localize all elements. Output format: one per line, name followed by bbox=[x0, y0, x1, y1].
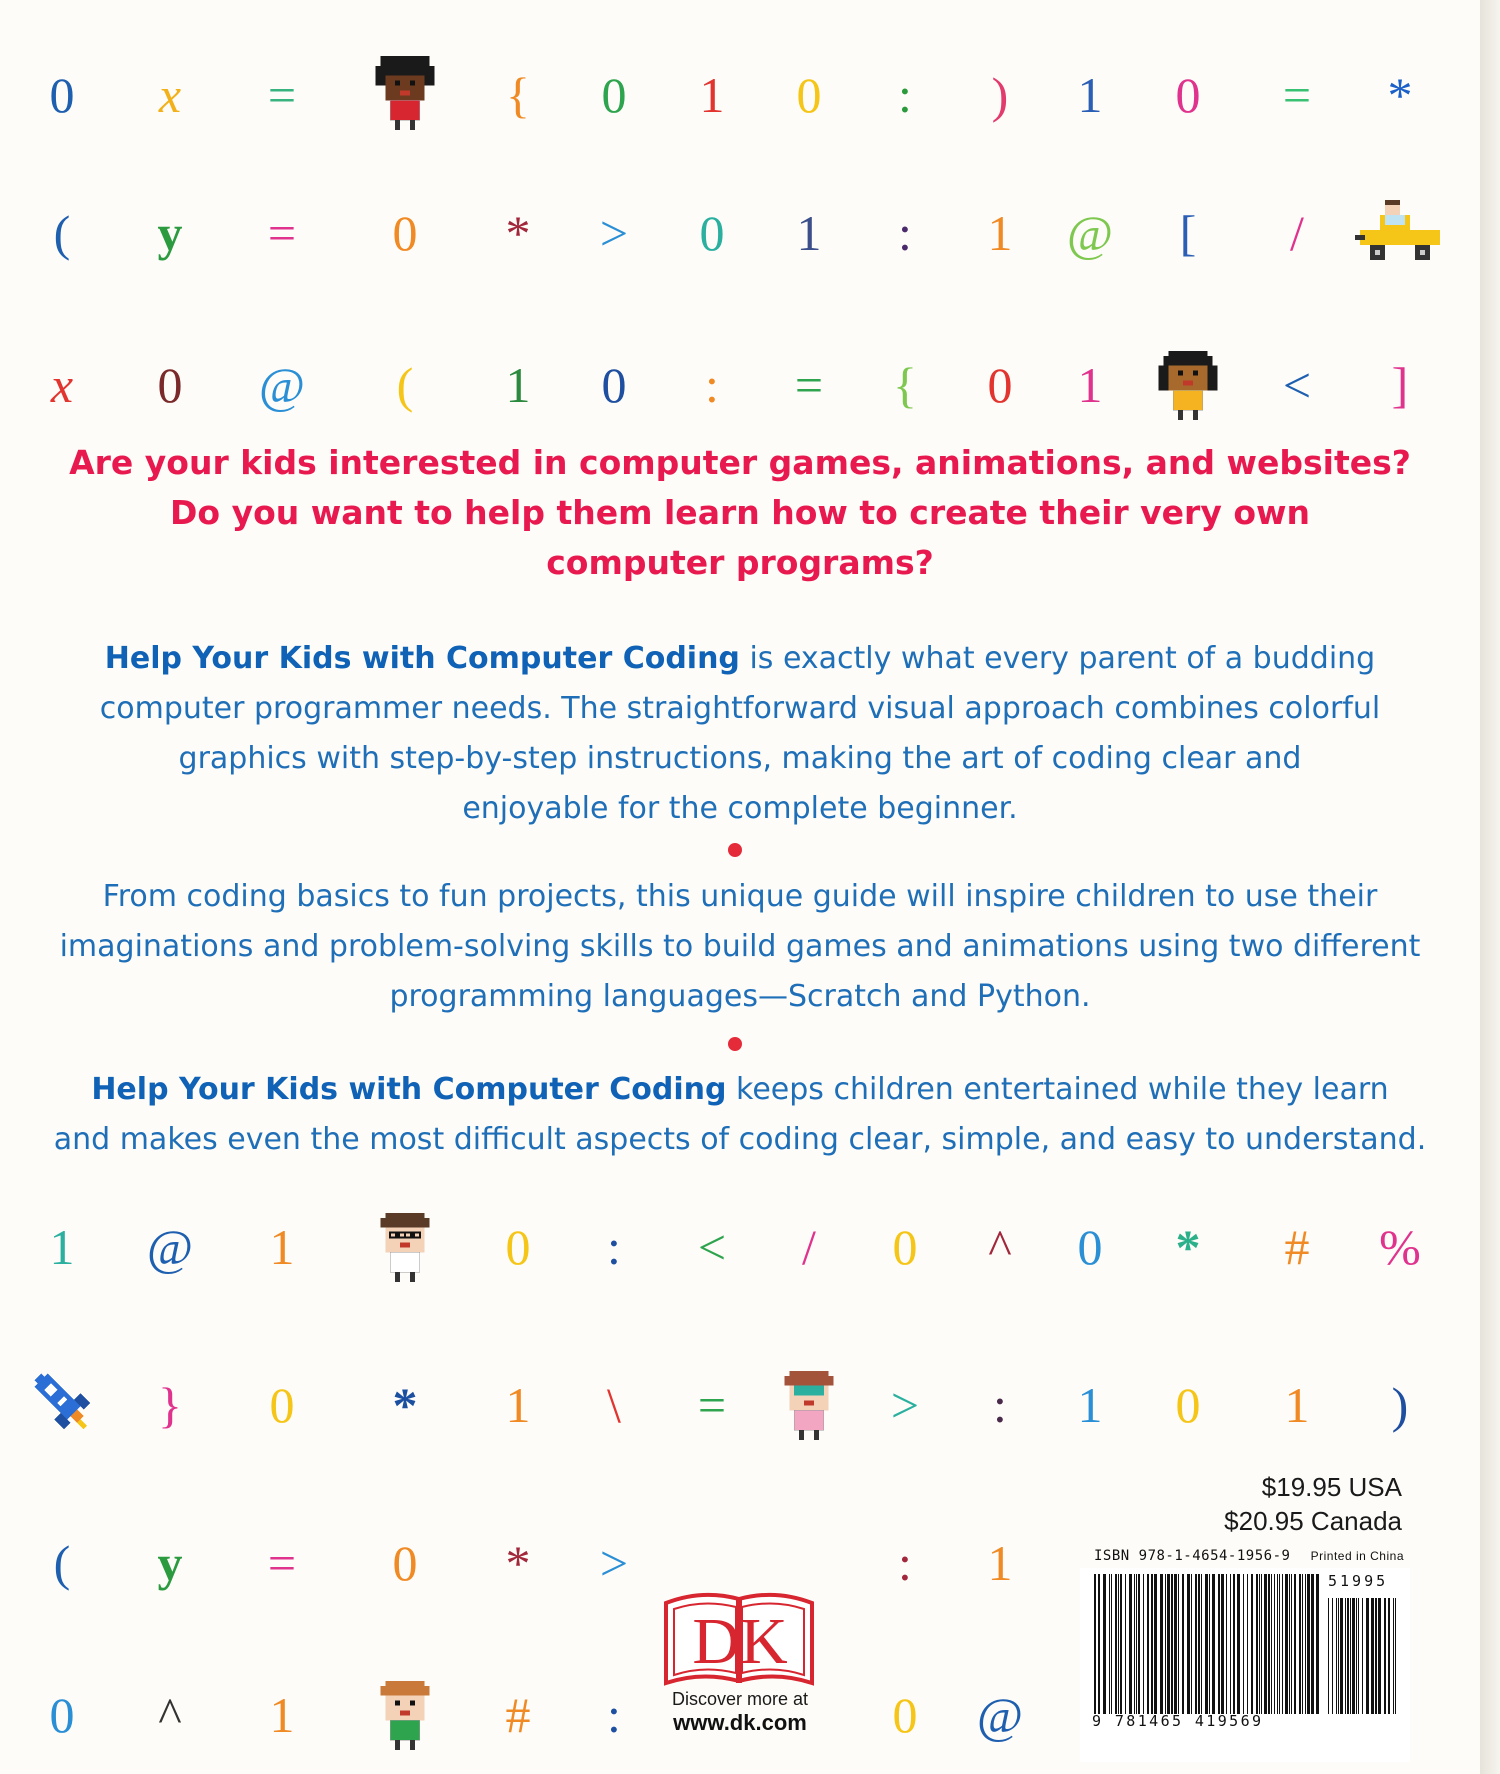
code-symbol: * bbox=[392, 1377, 418, 1433]
symbol-row bbox=[0, 60, 1480, 130]
barcode-bar bbox=[1094, 1574, 1096, 1714]
code-symbol: ^ bbox=[988, 1219, 1012, 1275]
barcode-bar bbox=[1305, 1574, 1306, 1714]
code-symbol: : bbox=[607, 1219, 621, 1275]
barcode-bar bbox=[1233, 1574, 1235, 1714]
code-symbol: ( bbox=[53, 205, 71, 261]
addon-barcode bbox=[1328, 1598, 1398, 1714]
barcode-bar bbox=[1302, 1574, 1303, 1714]
code-symbol: 1 bbox=[1077, 357, 1103, 413]
code-symbol: = bbox=[267, 1535, 297, 1591]
book-title: Help Your Kids with Computer Coding bbox=[91, 1072, 727, 1107]
code-symbol: [ bbox=[1179, 205, 1197, 261]
code-symbol: 0 bbox=[796, 67, 822, 123]
code-symbol: ( bbox=[396, 357, 414, 413]
barcode-bar bbox=[1352, 1598, 1355, 1714]
paragraph-1-line-2: computer programmer needs. The straightforward visual approach combines colorful bbox=[99, 691, 1381, 726]
symbol-row bbox=[0, 1212, 1480, 1282]
code-symbol: ( bbox=[53, 1535, 71, 1591]
code-symbol: # bbox=[1284, 1219, 1310, 1275]
barcode-bar bbox=[1115, 1574, 1117, 1714]
code-symbol: 0 bbox=[892, 1219, 918, 1275]
code-symbol: x bbox=[50, 357, 74, 413]
barcode-bar bbox=[1279, 1574, 1280, 1714]
barcode-bar bbox=[1171, 1574, 1173, 1714]
code-symbol: x bbox=[158, 67, 182, 123]
question-block bbox=[40, 438, 1440, 588]
paragraph-1-line-1: is exactly what every parent of a budding bbox=[749, 641, 1376, 676]
code-symbol: / bbox=[802, 1219, 816, 1275]
addon-digits: 51995 bbox=[1328, 1572, 1389, 1590]
code-symbol: % bbox=[1379, 1219, 1421, 1275]
price-block bbox=[1224, 1470, 1402, 1538]
price-usa: $19.95 USA bbox=[1261, 1472, 1402, 1502]
barcode-bar bbox=[1366, 1598, 1369, 1714]
barcode-bar bbox=[1311, 1574, 1314, 1714]
barcode-bar bbox=[1160, 1574, 1163, 1714]
code-symbol: 0 bbox=[392, 205, 418, 261]
code-symbol: @ bbox=[1066, 205, 1114, 261]
barcode-bar bbox=[1218, 1574, 1220, 1714]
code-symbol: : bbox=[607, 1687, 621, 1743]
code-symbol: * bbox=[1387, 67, 1413, 123]
yellow-taxi-icon bbox=[1355, 200, 1425, 274]
barcode-bar bbox=[1201, 1574, 1202, 1714]
ponytail-girl-avatar-icon bbox=[370, 1676, 440, 1750]
barcode-bar bbox=[1136, 1574, 1137, 1714]
barcode-bar bbox=[1221, 1574, 1224, 1714]
dk-logo bbox=[662, 1585, 816, 1691]
barcode-digits: 9 781465 419569 bbox=[1092, 1712, 1264, 1730]
barcode-bar bbox=[1340, 1598, 1343, 1714]
symbol-row bbox=[0, 1370, 1480, 1440]
barcode-bar bbox=[1291, 1574, 1292, 1714]
question-line-3: computer programs? bbox=[546, 543, 934, 582]
code-symbol: = bbox=[1282, 67, 1312, 123]
girl-afro-avatar-icon bbox=[370, 56, 440, 130]
barcode-bar bbox=[1256, 1574, 1258, 1714]
barcode-bar bbox=[1316, 1574, 1319, 1714]
barcode-bar bbox=[1271, 1574, 1272, 1714]
barcode-bar bbox=[1111, 1574, 1112, 1714]
code-symbol: = bbox=[267, 205, 297, 261]
code-symbol: = bbox=[267, 67, 297, 123]
barcode-bar bbox=[1350, 1598, 1351, 1714]
paragraph-3-line-1: keeps children entertained while they learn bbox=[736, 1072, 1389, 1107]
barcode-bar bbox=[1120, 1574, 1122, 1714]
barcode-bar bbox=[1356, 1598, 1357, 1714]
discover-text: Discover more at bbox=[671, 1689, 809, 1709]
barcode-bar bbox=[1336, 1598, 1337, 1714]
barcode-bar bbox=[1395, 1598, 1396, 1714]
code-symbol: * bbox=[1175, 1219, 1201, 1275]
barcode-bar bbox=[1209, 1574, 1210, 1714]
barcode-bar bbox=[1332, 1598, 1333, 1714]
isbn-line bbox=[1094, 1548, 1404, 1564]
code-symbol: 0 bbox=[987, 357, 1013, 413]
barcode-bar bbox=[1167, 1574, 1170, 1714]
symbol-row bbox=[0, 198, 1480, 268]
code-symbol: 1 bbox=[796, 205, 822, 261]
code-symbol: 1 bbox=[49, 1219, 75, 1275]
code-symbol: 0 bbox=[49, 1687, 75, 1743]
code-symbol: 0 bbox=[892, 1687, 918, 1743]
barcode-bar bbox=[1147, 1574, 1149, 1714]
code-symbol: * bbox=[505, 205, 531, 261]
code-symbol: y bbox=[157, 1535, 183, 1591]
code-symbol: 1 bbox=[505, 357, 531, 413]
barcode-bar bbox=[1393, 1598, 1394, 1714]
barcode-bar bbox=[1371, 1598, 1374, 1714]
code-symbol: ) bbox=[1391, 1377, 1409, 1433]
barcode-bar bbox=[1187, 1574, 1190, 1714]
code-symbol: : bbox=[898, 67, 912, 123]
spine-edge bbox=[1480, 0, 1500, 1774]
separator-dot bbox=[728, 843, 742, 857]
barcode-bar bbox=[1212, 1574, 1215, 1714]
barcode-bar bbox=[1118, 1574, 1119, 1714]
barcode-bar bbox=[1307, 1574, 1310, 1714]
dk-logo-letters: DK bbox=[692, 1605, 788, 1678]
code-symbol: 0 bbox=[505, 1219, 531, 1275]
barcode-bar bbox=[1165, 1574, 1166, 1714]
rocket-icon bbox=[27, 1366, 97, 1440]
barcode-bar bbox=[1282, 1574, 1283, 1714]
code-symbol: = bbox=[794, 357, 824, 413]
code-symbol: : bbox=[705, 357, 719, 413]
code-symbol: < bbox=[1282, 357, 1312, 413]
paragraph-2-line-2: imaginations and problem-solving skills to build games and animations using two different bbox=[59, 929, 1421, 964]
description-paragraph-1 bbox=[30, 634, 1450, 834]
code-symbol: @ bbox=[976, 1687, 1024, 1743]
code-symbol: 1 bbox=[699, 67, 725, 123]
code-symbol: > bbox=[599, 1535, 629, 1591]
barcode-bar bbox=[1299, 1574, 1301, 1714]
code-symbol: { bbox=[893, 357, 917, 413]
paragraph-2-line-1: From coding basics to fun projects, this unique guide will inspire children to use their bbox=[102, 879, 1378, 914]
barcode-bar bbox=[1384, 1598, 1386, 1714]
code-symbol: 0 bbox=[601, 357, 627, 413]
code-symbol: < bbox=[697, 1219, 727, 1275]
paragraph-3-line-2: and makes even the most difficult aspects of coding clear, simple, and easy to understand. bbox=[53, 1122, 1427, 1157]
barcode-bar bbox=[1182, 1574, 1184, 1714]
barcode-bar bbox=[1109, 1574, 1110, 1714]
barcode-bar bbox=[1345, 1598, 1346, 1714]
code-symbol: 0 bbox=[49, 67, 75, 123]
code-symbol: = bbox=[697, 1377, 727, 1433]
code-symbol: 0 bbox=[601, 67, 627, 123]
barcode-bar bbox=[1362, 1598, 1363, 1714]
barcode-bar bbox=[1289, 1574, 1290, 1714]
barcode-bar bbox=[1378, 1598, 1381, 1714]
barcode-bar bbox=[1388, 1598, 1390, 1714]
code-symbol: 1 bbox=[987, 1535, 1013, 1591]
barcode-bar bbox=[1261, 1574, 1262, 1714]
barcode-bar bbox=[1285, 1574, 1288, 1714]
barcode-bar bbox=[1205, 1574, 1208, 1714]
barcode-bar bbox=[1251, 1574, 1253, 1714]
symbol-row bbox=[0, 350, 1480, 420]
barcode-bar bbox=[1151, 1574, 1153, 1714]
code-symbol: ] bbox=[1391, 357, 1409, 413]
barcode-bar bbox=[1154, 1574, 1157, 1714]
barcode-bar bbox=[1328, 1598, 1329, 1714]
barcode-bar bbox=[1259, 1574, 1260, 1714]
code-symbol: { bbox=[506, 67, 530, 123]
barcode-bar bbox=[1237, 1574, 1240, 1714]
code-symbol: 0 bbox=[699, 205, 725, 261]
description-paragraph-3 bbox=[30, 1065, 1450, 1165]
goggles-boy-avatar-icon bbox=[774, 1366, 844, 1440]
barcode-bar bbox=[1191, 1574, 1192, 1714]
barcode-bar bbox=[1134, 1574, 1135, 1714]
barcode-bar bbox=[1198, 1574, 1200, 1714]
code-symbol: ) bbox=[991, 67, 1009, 123]
barcode-bar bbox=[1268, 1574, 1270, 1714]
barcode-bar bbox=[1358, 1598, 1359, 1714]
paragraph-1-line-3: graphics with step-by-step instructions, making the art of coding clear and bbox=[178, 741, 1302, 776]
publisher-url[interactable]: www.dk.com bbox=[673, 1710, 807, 1735]
code-symbol: : bbox=[898, 205, 912, 261]
code-symbol: # bbox=[505, 1687, 531, 1743]
barcode-bar bbox=[1264, 1574, 1267, 1714]
barcode-bar bbox=[1277, 1574, 1278, 1714]
code-symbol: 1 bbox=[1077, 67, 1103, 123]
code-symbol: 0 bbox=[392, 1535, 418, 1591]
barcode-bar bbox=[1230, 1574, 1231, 1714]
code-symbol: : bbox=[898, 1535, 912, 1591]
code-symbol: 1 bbox=[269, 1687, 295, 1743]
code-symbol: : bbox=[993, 1377, 1007, 1433]
code-symbol: 1 bbox=[1284, 1377, 1310, 1433]
barcode-bar bbox=[1098, 1574, 1100, 1714]
paragraph-2-line-3: programming languages—Scratch and Python. bbox=[389, 979, 1091, 1014]
barcode-bar bbox=[1274, 1574, 1275, 1714]
question-line-2: Do you want to help them learn how to create their very own bbox=[170, 493, 1310, 532]
barcode-bar bbox=[1195, 1574, 1197, 1714]
code-symbol: * bbox=[505, 1535, 531, 1591]
printed-in: Printed in China bbox=[1310, 1549, 1404, 1563]
barcode bbox=[1080, 1568, 1410, 1762]
barcode-bar bbox=[1103, 1574, 1106, 1714]
code-symbol: } bbox=[158, 1377, 182, 1433]
barcode-bar bbox=[1178, 1574, 1179, 1714]
paragraph-1-line-4: enjoyable for the complete beginner. bbox=[462, 791, 1018, 826]
code-symbol: 0 bbox=[1175, 1377, 1201, 1433]
girl-braids-avatar-icon bbox=[1153, 346, 1223, 420]
code-symbol: 0 bbox=[1175, 67, 1201, 123]
barcode-bar bbox=[1243, 1574, 1244, 1714]
code-symbol: > bbox=[599, 205, 629, 261]
code-symbol: / bbox=[1290, 205, 1304, 261]
description-paragraph-2 bbox=[30, 872, 1450, 1022]
barcode-bar bbox=[1174, 1574, 1177, 1714]
glasses-girl-avatar-icon bbox=[370, 1208, 440, 1282]
code-symbol: @ bbox=[146, 1219, 194, 1275]
isbn-number: ISBN 978-1-4654-1956-9 bbox=[1094, 1548, 1291, 1564]
ean-barcode bbox=[1094, 1574, 1320, 1714]
barcode-bar bbox=[1347, 1598, 1349, 1714]
barcode-bar bbox=[1375, 1598, 1377, 1714]
code-symbol: ^ bbox=[158, 1687, 182, 1743]
barcode-bar bbox=[1125, 1574, 1126, 1714]
code-symbol: > bbox=[890, 1377, 920, 1433]
barcode-bar bbox=[1294, 1574, 1296, 1714]
price-canada: $20.95 Canada bbox=[1224, 1506, 1402, 1536]
barcode-bar bbox=[1338, 1598, 1339, 1714]
question-line-1: Are your kids interested in computer games, animations, and websites? bbox=[69, 443, 1411, 482]
code-symbol: y bbox=[157, 205, 183, 261]
code-symbol: 1 bbox=[987, 205, 1013, 261]
barcode-bar bbox=[1143, 1574, 1144, 1714]
code-symbol: 1 bbox=[1077, 1377, 1103, 1433]
code-symbol: 0 bbox=[1077, 1219, 1103, 1275]
barcode-bar bbox=[1247, 1574, 1248, 1714]
barcode-bar bbox=[1129, 1574, 1132, 1714]
code-symbol: \ bbox=[607, 1377, 621, 1433]
code-symbol: 0 bbox=[269, 1377, 295, 1433]
book-title: Help Your Kids with Computer Coding bbox=[104, 641, 740, 676]
code-symbol: 1 bbox=[505, 1377, 531, 1433]
code-symbol: 1 bbox=[269, 1219, 295, 1275]
barcode-bar bbox=[1138, 1574, 1140, 1714]
barcode-bar bbox=[1226, 1574, 1227, 1714]
code-symbol: @ bbox=[258, 357, 306, 413]
separator-dot bbox=[728, 1037, 742, 1051]
code-symbol: 0 bbox=[157, 357, 183, 413]
